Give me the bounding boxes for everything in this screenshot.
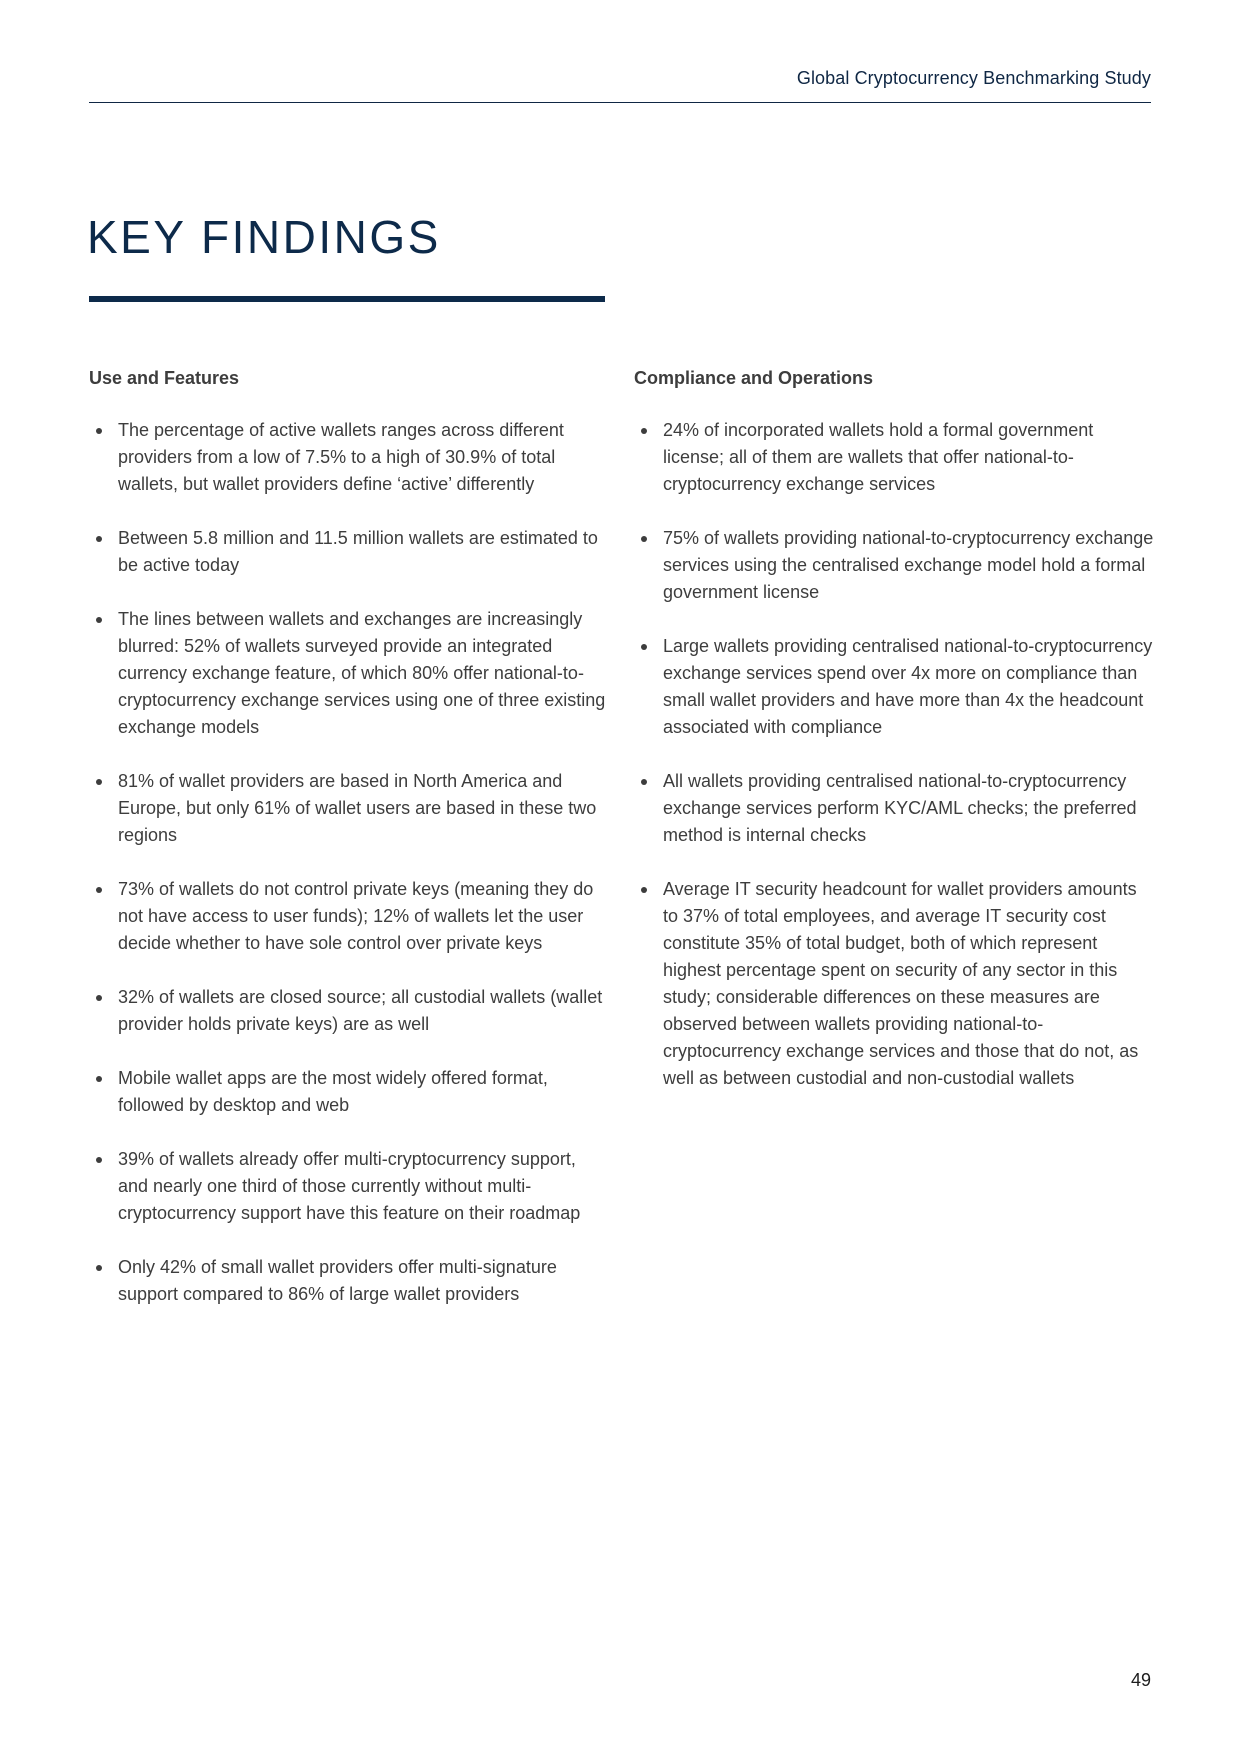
bullet-icon (96, 1157, 102, 1163)
compliance-and-operations-list (634, 417, 1154, 1092)
finding-item (89, 768, 609, 849)
bullet-icon (96, 995, 102, 1001)
finding-item (89, 1146, 609, 1227)
finding-text: Mobile wallet apps are the most widely offered format, followed by desktop and web (118, 1068, 548, 1115)
bullet-icon (641, 644, 647, 650)
finding-text: The lines between wallets and exchanges are increasingly blurred: 52% of wallets surveyed provide an integrated currency exchange feature, of which 80% offer national-to-cryptocurrency exchange services using one of three existing exchange models (118, 609, 606, 737)
finding-item (89, 525, 609, 579)
finding-item (89, 606, 609, 741)
use-and-features-list (89, 417, 609, 1308)
finding-text: 32% of wallets are closed source; all custodial wallets (wallet provider holds private keys) are as well (118, 987, 603, 1034)
section-heading-compliance-and-operations: Compliance and Operations (634, 368, 874, 388)
finding-item (89, 876, 609, 957)
finding-item (89, 984, 609, 1038)
finding-text: 81% of wallet providers are based in North America and Europe, but only 61% of wallet users are based in these two regions (118, 771, 597, 845)
compliance-and-operations-column (634, 366, 1154, 1119)
finding-text: Average IT security headcount for wallet providers amounts to 37% of total employees, and average IT security cost constitute 35% of total budget, both of which represent highest percentage spent on security of any sector in this study; considerable differences on these measures are observed between wallets providing national-to-cryptocurrency exchange services and those that do not, as well as between custodial and non-custodial wallets (663, 879, 1139, 1088)
finding-item (634, 525, 1154, 606)
page-title: KEY FINDINGS (87, 211, 441, 263)
finding-text: All wallets providing centralised national-to-cryptocurrency exchange services perform KYC/AML checks; the preferred method is internal checks (663, 771, 1137, 845)
bullet-icon (641, 887, 647, 893)
bullet-icon (96, 779, 102, 785)
finding-text: 73% of wallets do not control private keys (meaning they do not have access to user funds); 12% of wallets let the user decide whether to have sole control over private keys (118, 879, 594, 953)
title-underline-bar (89, 296, 605, 302)
use-and-features-column (89, 366, 609, 1335)
finding-item (89, 1254, 609, 1308)
finding-text: Between 5.8 million and 11.5 million wallets are estimated to be active today (118, 528, 598, 575)
header-divider (89, 102, 1151, 103)
bullet-icon (641, 536, 647, 542)
finding-item (634, 768, 1154, 849)
finding-text: Only 42% of small wallet providers offer multi-signature support compared to 86% of large wallet providers (118, 1257, 557, 1304)
finding-item (634, 876, 1154, 1092)
bullet-icon (96, 1076, 102, 1082)
bullet-icon (641, 779, 647, 785)
section-heading-use-and-features: Use and Features (89, 368, 240, 388)
finding-text: Large wallets providing centralised national-to-cryptocurrency exchange services spend over 4x more on compliance than small wallet providers and have more than 4x the headcount associated with compliance (663, 636, 1153, 737)
bullet-icon (96, 1265, 102, 1271)
page-number: 49 (1130, 1670, 1151, 1690)
running-header: Global Cryptocurrency Benchmarking Study (796, 68, 1151, 88)
bullet-icon (96, 428, 102, 434)
finding-item (634, 633, 1154, 741)
finding-text: The percentage of active wallets ranges across different providers from a low of 7.5% to a high of 30.9% of total wallets, but wallet providers define ‘active’ differently (118, 420, 564, 494)
finding-item (89, 417, 609, 498)
bullet-icon (641, 428, 647, 434)
finding-text: 24% of incorporated wallets hold a formal government license; all of them are wallets that offer national-to-cryptocurrency exchange services (663, 420, 1094, 494)
finding-item (89, 1065, 609, 1119)
bullet-icon (96, 617, 102, 623)
finding-text: 39% of wallets already offer multi-cryptocurrency support, and nearly one third of those currently without multi-cryptocurrency support have this feature on their roadmap (118, 1149, 581, 1223)
bullet-icon (96, 887, 102, 893)
finding-text: 75% of wallets providing national-to-cryptocurrency exchange services using the centralised exchange model hold a formal government license (663, 528, 1154, 602)
finding-item (634, 417, 1154, 498)
bullet-icon (96, 536, 102, 542)
